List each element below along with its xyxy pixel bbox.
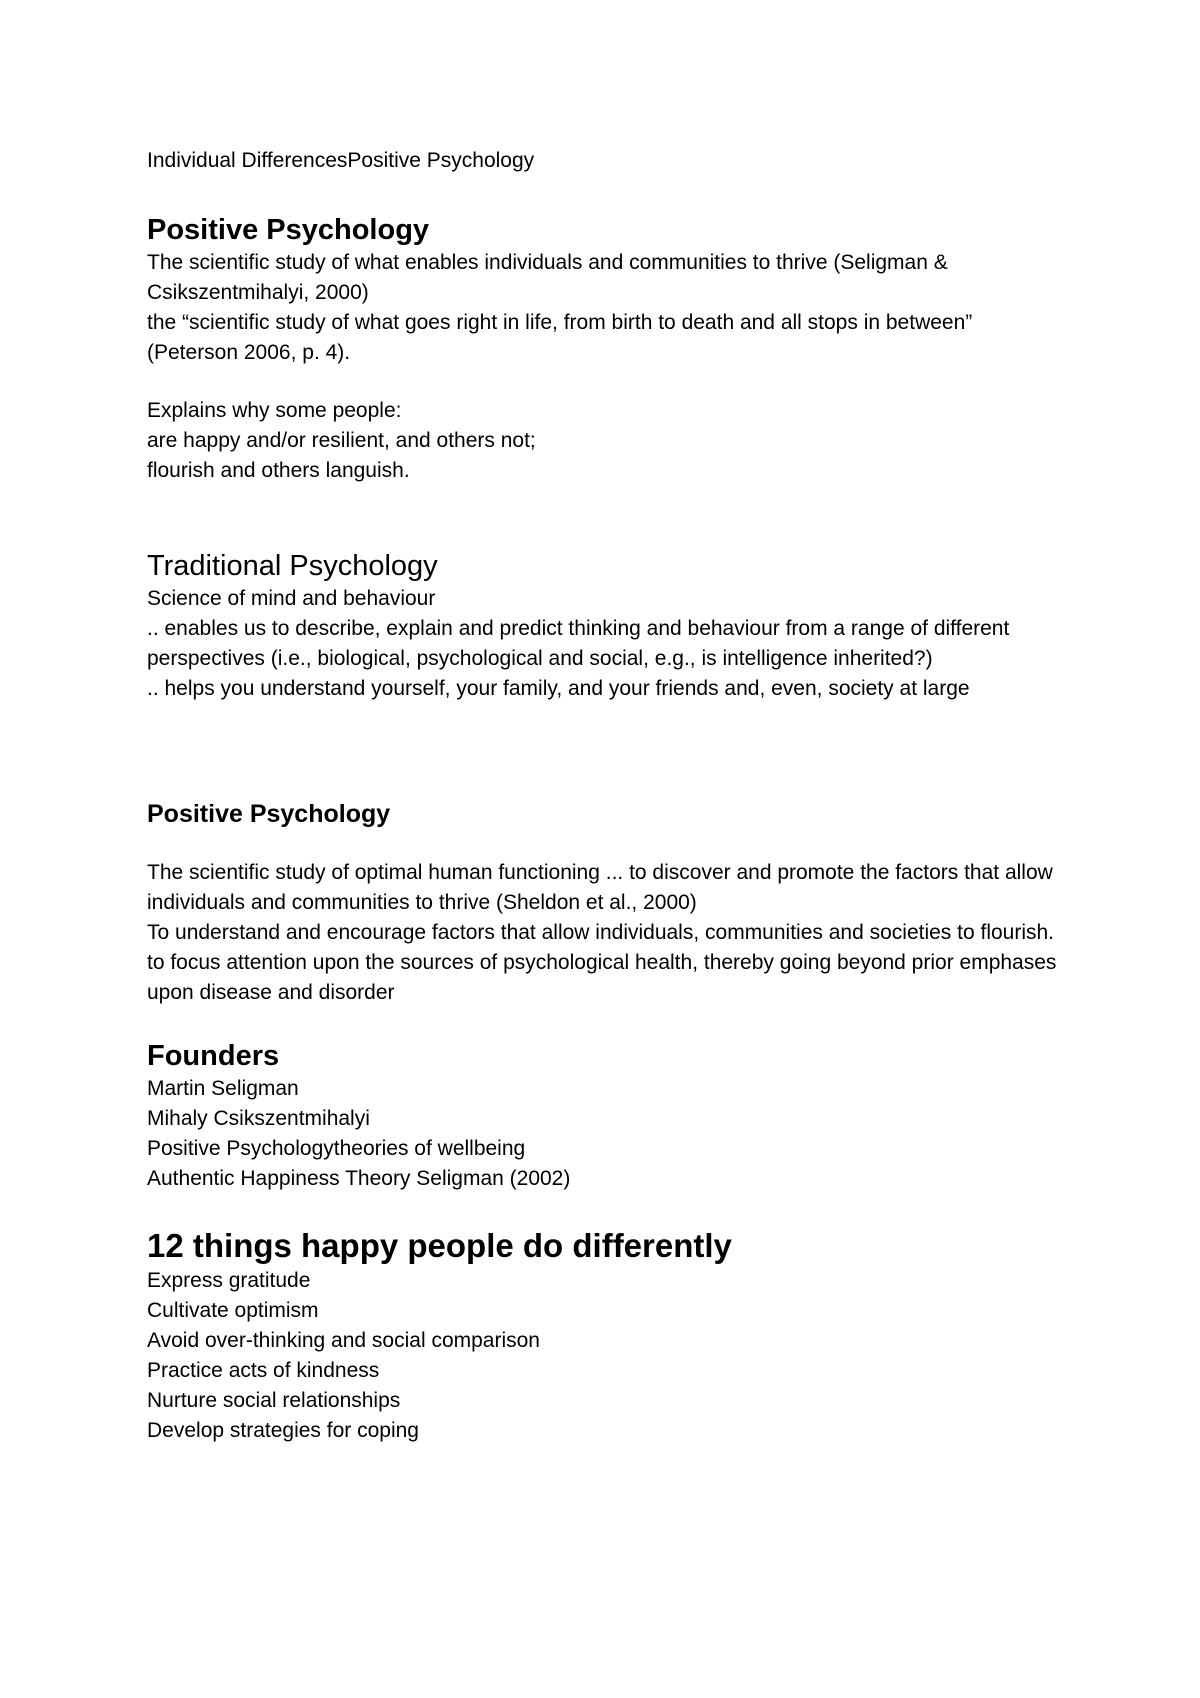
definition-seligman: The scientific study of what enables individuals and communities to thrive (Seligman & Csikszentmihalyi, 2000) [147, 251, 948, 304]
section-title-traditional-psychology: Traditional Psychology [147, 550, 438, 582]
happy-item: Develop strategies for coping [147, 1419, 419, 1442]
document-header: Individual DifferencesPositive Psychology [147, 149, 535, 172]
traditional-line: .. enables us to describe, explain and predict thinking and behaviour from a range of different perspectives (i.e., biological, psychological and social, e.g., is intelligence inherited?) [147, 617, 1010, 670]
positive-paragraph: To understand and encourage factors that allow individuals, communities and societies to flourish. [147, 921, 1055, 944]
positive-paragraph: The scientific study of optimal human functioning ... to discover and promote the factors that allow individuals and communities to thrive (Sheldon et al., 2000) [147, 861, 1053, 914]
founders-item: Mihaly Csikszentmihalyi [147, 1107, 370, 1130]
happy-item: Express gratitude [147, 1269, 311, 1292]
explains-item: flourish and others languish. [147, 459, 410, 482]
explains-intro: Explains why some people: [147, 399, 402, 422]
section-title-founders: Founders [147, 1040, 280, 1072]
section-title-positive-psychology: Positive Psychology [147, 214, 430, 246]
definition-peterson: the “scientific study of what goes right in life, from birth to death and all stops in between” (Peterson 2006, p. 4). [147, 311, 973, 364]
positive-paragraph: to focus attention upon the sources of psychological health, thereby going beyond prior emphases upon disease and disorder [147, 951, 1057, 1004]
happy-item: Practice acts of kindness [147, 1359, 380, 1382]
founders-item: Positive Psychologytheories of wellbeing [147, 1137, 526, 1160]
happy-item: Avoid over-thinking and social comparison [147, 1329, 540, 1352]
traditional-line: Science of mind and behaviour [147, 587, 436, 610]
happy-item: Nurture social relationships [147, 1389, 401, 1412]
founders-item: Authentic Happiness Theory Seligman (2002) [147, 1167, 571, 1190]
traditional-line: .. helps you understand yourself, your family, and your friends and, even, society at large [147, 677, 970, 700]
section-title-12-things: 12 things happy people do differently [147, 1227, 732, 1264]
explains-item: are happy and/or resilient, and others not; [147, 429, 536, 452]
happy-item: Cultivate optimism [147, 1299, 319, 1322]
founders-item: Martin Seligman [147, 1077, 299, 1100]
section-title-positive-psychology-2: Positive Psychology [147, 800, 391, 828]
document-page [147, 146, 1057, 1446]
